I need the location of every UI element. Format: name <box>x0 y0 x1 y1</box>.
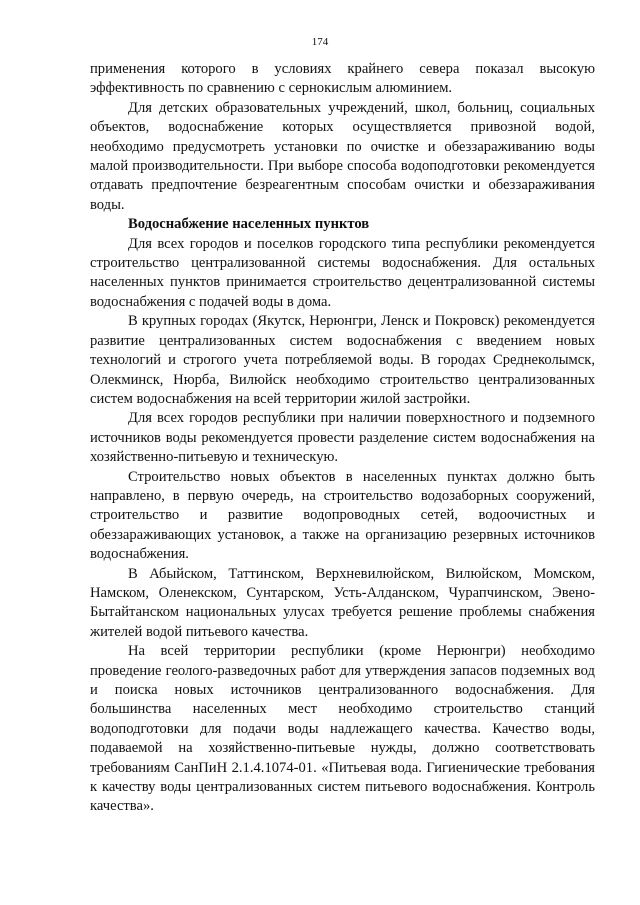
document-body <box>90 60 595 817</box>
paragraph-large-cities: В крупных городах (Якутск, Нерюнгри, Ленск и Покровск) рекомендуется развитие централизованных систем водоснабжения с введением новых технологий и строгого учета потребляемой воды. В городах Среднеколымск, Олекминск, Нюрба, Вилюйск необходимо строительство централизованных систем водоснабжения на всей территории жилой застройки. <box>90 313 595 407</box>
paragraph-water-treatment-social: Для детских образовательных учреждений, школ, больниц, социальных объектов, водоснабжение которых осуществляется привозной водой, необходимо предусмотреть установки по очистке и обеззараживанию воды малой производительности. При выборе способа водоподготовки рекомендуется отдавать предпочтение безреагентным способам очистки и обеззараживания воды. <box>90 99 595 213</box>
paragraph-new-construction: Строительство новых объектов в населенных пунктах должно быть направлено, в первую очередь, на строительство водозаборных сооружений, строительство и развитие водопроводных сетей, водоочистных и обеззараживающих установок, а также на организацию резервных источников водоснабжения. <box>90 468 595 563</box>
paragraph-geological-exploration: На всей территории республики (кроме Нерюнгри) необходимо проведение геолого-разведочных работ для утверждения запасов подземных вод и поиска новых источников централизованного водоснабжения. Для большинства населенных мест необходимо строительство станций водоподготовки для подачи воды надлежащего качества. Качество воды, подаваемой на хозяйственно-питьевые нужды, должно соответствовать требованиям СанПиН 2.1.4.1074-01. «Питьевая вода. Гигиенические требования к качеству воды централизованных систем питьевого водоснабжения. Контроль качества». <box>90 643 595 815</box>
page-number: 174 <box>311 36 329 48</box>
paragraph-national-uluses: В Абыйском, Таттинском, Верхневилюйском, Вилюйском, Момском, Намском, Оленекском, Сунтарском, Усть-Алданском, Чурапчинском, Эвено-Бытайтанском национальных улусах требуется решение проблемы снабжения жителей водой питьевого качества. <box>90 565 595 640</box>
paragraph-continuation: применения которого в условиях крайнего севера показал высокую эффективность по сравнению с сернокислым алюминием. <box>90 61 595 97</box>
paragraph-separation-systems: Для всех городов республики при наличии поверхностного и подземного источников воды рекомендуется провести разделение систем водоснабжения на хозяйственно-питьевую и техническую. <box>90 410 595 466</box>
paragraph-centralized-system: Для всех городов и поселков городского типа республики рекомендуется строительство централизованной системы водоснабжения. Для остальных населенных пунктов принимается строительство децентрализованной системы водоснабжения с подачей воды в дома. <box>90 235 595 310</box>
section-heading: Водоснабжение населенных пунктов <box>128 216 370 233</box>
